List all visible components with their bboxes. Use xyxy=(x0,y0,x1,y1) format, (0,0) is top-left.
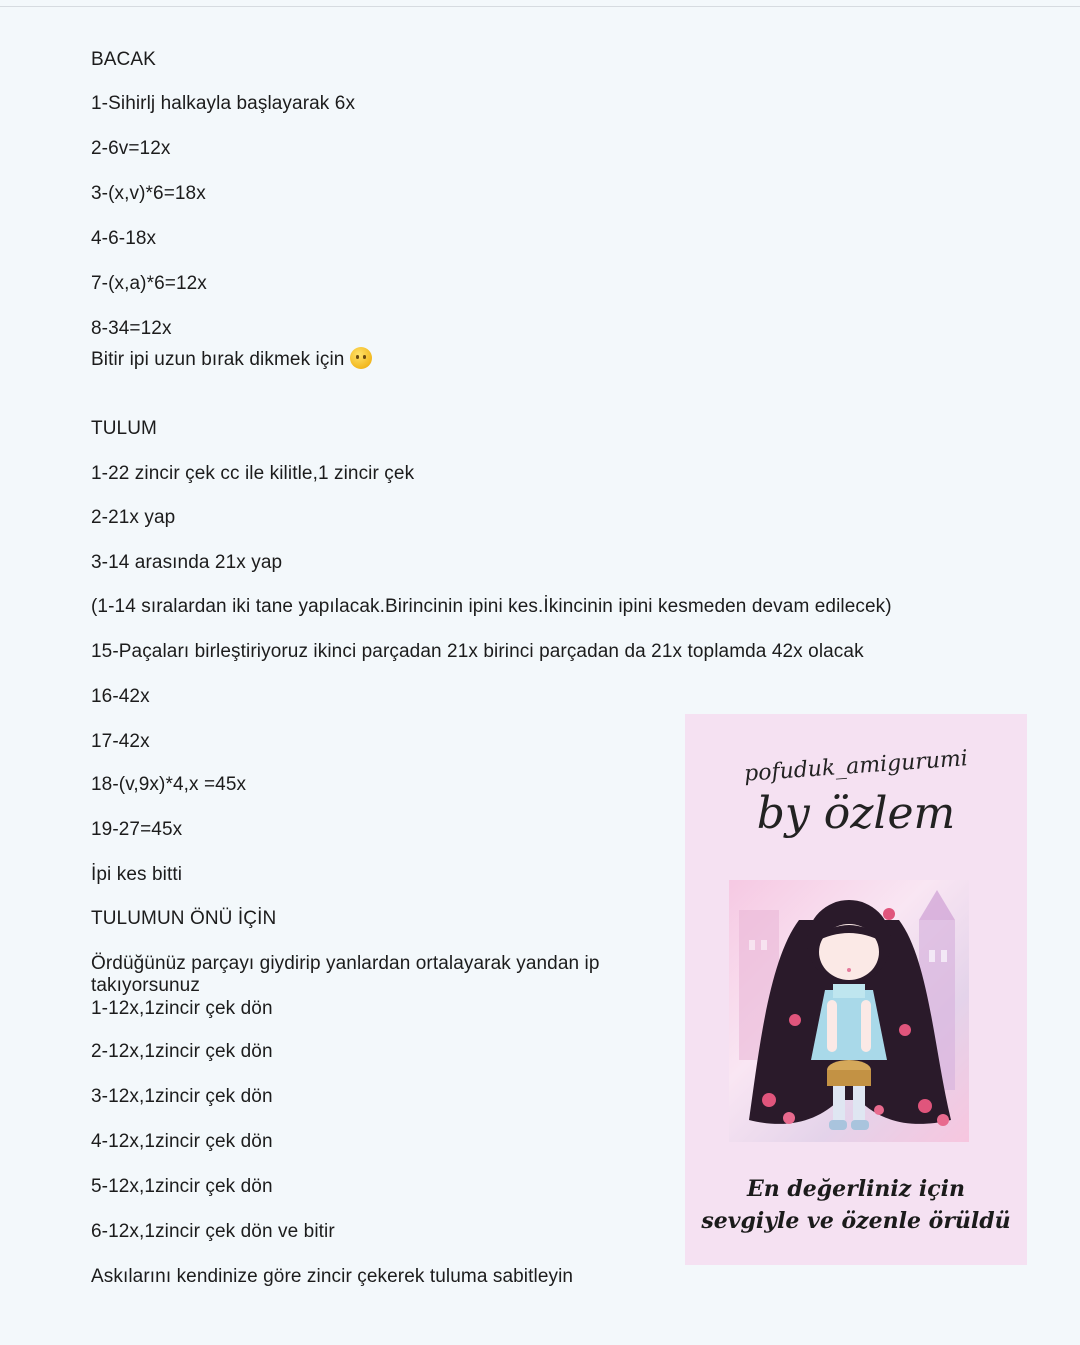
onu-intro: Ördüğünüz parçayı giydirip yanlardan ortalayarak yandan ip takıyorsunuz xyxy=(91,953,600,996)
closing-text: Askılarını kendinize göre zincir çekerek tuluma sabitleyin xyxy=(91,1266,574,1287)
card-signature: by özlem xyxy=(756,788,956,839)
onu-step: 6-12x,1zincir çek dön ve bitir xyxy=(91,1221,335,1242)
section-title-tulumun-onu: TULUMUN ÖNÜ İÇİN xyxy=(91,908,277,929)
bacak-step: 8-34=12x xyxy=(91,318,172,339)
tulum-step: 1-22 zincir çek cc ile kilitle,1 zincir çek xyxy=(91,463,415,484)
card-handle: pofuduk_amigurumi xyxy=(743,746,969,787)
smiling-face-emoji-icon xyxy=(350,347,372,369)
doll-illustration xyxy=(729,880,969,1142)
onu-step: 2-12x,1zincir çek dön xyxy=(91,1041,273,1062)
bacak-step: 2-6v=12x xyxy=(91,138,171,159)
onu-step: 3-12x,1zincir çek dön xyxy=(91,1086,273,1107)
tulum-step: 15-Paçaları birleştiriyoruz ikinci parçadan 21x birinci parçadan da 21x toplamda 42x olacak xyxy=(91,641,864,662)
tulum-step: 19-27=45x xyxy=(91,819,183,840)
onu-step: 4-12x,1zincir çek dön xyxy=(91,1131,273,1152)
bacak-step: 4-6-18x xyxy=(91,228,157,249)
bacak-note: Bitir ipi uzun bırak dikmek için xyxy=(91,349,345,371)
bacak-step: 3-(x,v)*6=18x xyxy=(91,183,206,204)
card-caption-line2: sevgiyle ve özenle örüldü xyxy=(701,1208,1011,1234)
top-divider xyxy=(0,6,1080,7)
section-title-bacak: BACAK xyxy=(91,49,156,70)
tulum-step: 2-21x yap xyxy=(91,507,176,528)
bacak-note-row xyxy=(91,349,372,371)
tulum-step: (1-14 sıralardan iki tane yapılacak.Birincinin ipini kes.İkincinin ipini kesmeden devam edilecek) xyxy=(91,596,892,617)
watermark-card xyxy=(685,714,1027,1265)
section-title-tulum: TULUM xyxy=(91,418,157,439)
onu-step: 1-12x,1zincir çek dön xyxy=(91,998,273,1019)
tulum-step: 18-(v,9x)*4,x =45x xyxy=(91,774,247,795)
tulum-step: 16-42x xyxy=(91,686,150,707)
bacak-step: 7-(x,a)*6=12x xyxy=(91,273,207,294)
card-caption-line1: En değerliniz için xyxy=(746,1176,966,1202)
tulum-step: 3-14 arasında 21x yap xyxy=(91,552,283,573)
onu-step: 5-12x,1zincir çek dön xyxy=(91,1176,273,1197)
tulum-step: İpi kes bitti xyxy=(91,864,183,885)
tulum-step: 17-42x xyxy=(91,731,150,752)
doll-girl-icon xyxy=(729,880,969,1142)
bacak-step: 1-Sihirlj halkayla başlayarak 6x xyxy=(91,93,356,114)
